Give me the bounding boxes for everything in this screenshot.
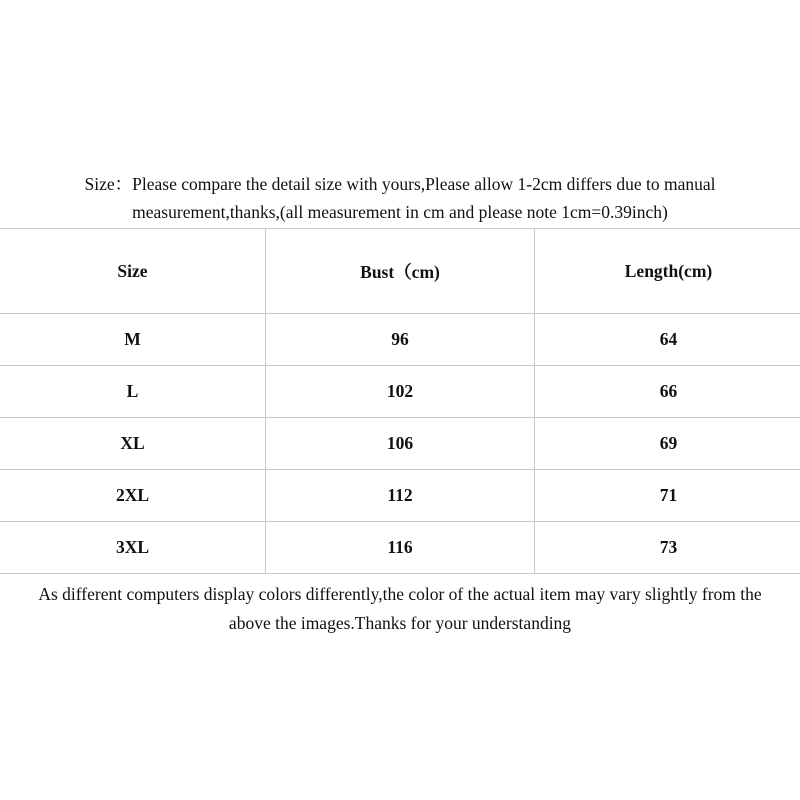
cell-length: 64 <box>535 314 800 366</box>
table-row <box>0 418 800 470</box>
cell-bust: 102 <box>266 366 535 418</box>
table-row <box>0 470 800 522</box>
outro-line-2: above the images.Thanks for your understanding <box>228 613 572 633</box>
cell-bust: 106 <box>266 418 535 470</box>
cell-length: 69 <box>535 418 800 470</box>
table-row <box>0 522 800 574</box>
cell-length: 73 <box>535 522 800 574</box>
cell-size: L <box>0 366 266 418</box>
table-header-row <box>0 229 800 314</box>
cell-length: 71 <box>535 470 800 522</box>
cell-bust: 112 <box>266 470 535 522</box>
cell-size: M <box>0 314 266 366</box>
cell-size: 2XL <box>0 470 266 522</box>
cell-bust: 116 <box>266 522 535 574</box>
header-length: Length(cm) <box>535 229 800 314</box>
size-intro-note <box>0 170 800 226</box>
color-disclaimer-note <box>0 580 800 638</box>
table-row <box>0 314 800 366</box>
cell-bust: 96 <box>266 314 535 366</box>
header-size: Size <box>0 229 266 314</box>
intro-line-1: Size：Please compare the detail size with yours,Please allow 1-2cm differs due to manual <box>84 174 716 194</box>
cell-size: 3XL <box>0 522 266 574</box>
header-bust: Bust（cm) <box>266 229 535 314</box>
outro-line-1: As different computers display colors differently,the color of the actual item may vary slightly from the <box>38 584 762 604</box>
cell-size: XL <box>0 418 266 470</box>
intro-line-2: measurement,thanks,(all measurement in cm and please note 1cm=0.39inch) <box>132 202 668 222</box>
size-chart-table <box>0 228 800 574</box>
cell-length: 66 <box>535 366 800 418</box>
table-row <box>0 366 800 418</box>
